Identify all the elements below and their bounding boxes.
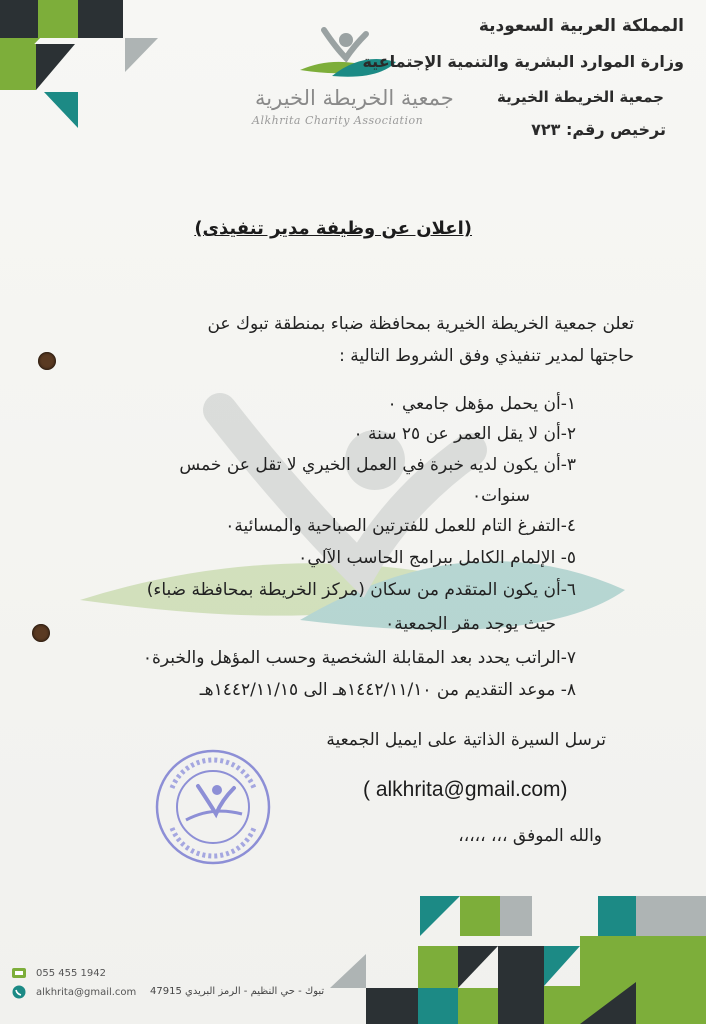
condition-2: ٢-أن لا يقل العمر عن ٢٥ سنة ٠ [353,424,576,444]
intro-line-2: حاجتها لمدير تنفيذي وفق الشروط التالية : [339,346,634,366]
header-license: ترخيص رقم: ٧٢٣ [531,120,666,139]
condition-5: ٥- الإلمام الكامل ببرامج الحاسب الآلي٠ [298,548,576,568]
punch-hole-top [38,352,56,370]
announcement-title: (اعلان عن وظيفة مدير تنفيذى) [194,218,472,239]
footer-address: تبوك - حي النظيم - الرمز البريدي 47915 [150,986,325,997]
condition-3: ٣-أن يكون لديه خبرة في العمل الخيري لا تقل عن خمس [179,455,576,475]
condition-6: ٦-أن يكون المتقدم من سكان (مركز الخريطة بمحافظة ضباء) [146,580,576,600]
condition-3-cont: سنوات٠ [471,486,530,506]
whatsapp-icon [12,985,26,999]
condition-4: ٤-التفرغ التام للعمل للفترتين الصباحية والمسائية٠ [225,516,576,536]
condition-1: ١-أن يحمل مؤهل جامعي ٠ [387,394,576,414]
top-left-decoration [0,0,160,135]
header-ministry: وزارة الموارد البشرية والتنمية الإجتماعية [362,52,684,71]
contact-email: ( alkhrita@gmail.com) [363,778,568,801]
punch-hole-bottom [32,624,50,642]
intro-line-1: تعلن جمعية الخريطة الخيرية بمحافظة ضباء بمنطقة تبوك عن [207,314,634,334]
condition-8: ٨- موعد التقديم من ١٤٤٢/١١/١٠هـ الى ١٤٤٢/١١/١٥هـ [199,680,576,700]
header-kingdom: المملكة العربية السعودية [478,16,684,36]
official-stamp [154,748,272,866]
logo-english-name: Alkhrita Charity Association [252,114,424,127]
send-cv-text: ترسل السيرة الذاتية على ايميل الجمعية [326,730,606,750]
logo-arabic-name: جمعية الخريطة الخيرية [255,86,454,110]
condition-6-cont: حيث يوجد مقر الجمعية٠ [385,614,556,634]
footer-phone: 055 455 1942 [36,968,106,979]
bottom-right-decoration [330,892,706,1024]
phone-icon [12,967,26,979]
condition-7: ٧-الراتب يحدد بعد المقابلة الشخصية وحسب المؤهل والخبرة٠ [142,648,576,668]
closing-text: والله الموفق ،،، ،،،،، [458,826,602,846]
footer-email: alkhrita@gmail.com [36,987,137,998]
header-association: جمعية الخريطة الخيرية [496,88,664,106]
